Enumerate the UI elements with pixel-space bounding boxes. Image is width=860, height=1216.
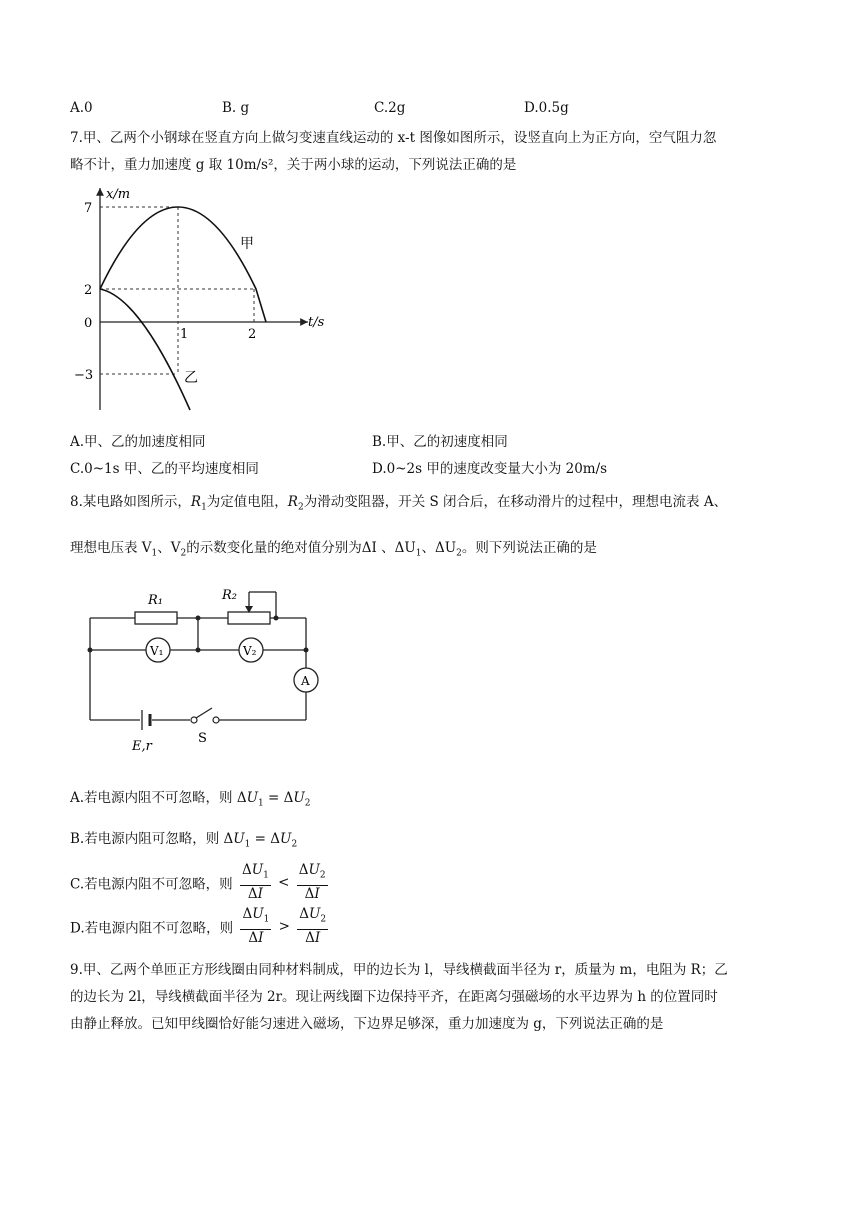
resistor-r2 [228,612,270,624]
q7-stem-line2: 略不计，重力加速度 g 取 10m/s²，关于两小球的运动，下列说法正确的是 [70,157,517,173]
q8-option-a: A.若电源内阻不可忽略，则 $\Delta U_1 = \Delta U_2$ [70,790,311,809]
label-source: E,r [132,739,152,754]
q9-line2: 的边长为 2l，导线横截面半径为 2r。现让两线圈下边保持平齐，在距离匀强磁场的水平边界为 h 的位置同时 [70,989,718,1005]
x-axis-label: t/s [308,315,325,330]
label-v2: V₂ [243,644,257,658]
q8-stem-line2: 理想电压表 $V_1$、$V_2$的示数变化量的绝对值分别为ΔI 、$\Delta U_1$、$\Delta U_2$。则下列说法正确的是 [70,540,597,559]
q6-option-a: A.0 [70,100,93,116]
q7-option-c: C.0~1s 甲、乙的平均速度相同 [70,461,259,477]
label-jia: 甲 [240,236,254,252]
y-tick-7: 7 [84,201,93,216]
q8-option-d: D.若电源内阻不可忽略，则 $\frac{\Delta U_1}{\Delta I}$ > $\frac{\Delta U_2}{\Delta I}$ [70,906,327,946]
curve-jia [100,207,266,322]
y-tick-neg3: −3 [74,368,94,383]
x-tick-2: 2 [248,327,257,342]
q7-option-b: B.甲、乙的初速度相同 [372,434,508,450]
q9-line3: 由静止释放。已知甲线圈恰好能匀速进入磁场，下边界足够深，重力加速度为 g，下列说法正确的是 [70,1016,664,1032]
curve-yi [100,289,190,410]
label-switch: S [198,731,207,746]
y-axis-label: x/m [106,187,131,202]
y-tick-2: 2 [84,283,93,298]
q8-circuit [80,580,320,755]
label-a: A [301,674,310,688]
label-r2: R₂ [222,588,237,603]
label-yi: 乙 [184,370,198,386]
resistor-r1 [135,612,177,624]
q8-stem-line1: 8.某电路如图所示，$R_1$为定值电阻，$R_2$为滑动变阻器，开关 S 闭合后，在移动滑片的过程中，理想电流表 A、 [70,494,728,513]
q6-option-c: C.2g [374,100,406,116]
q6-option-d: D.0.5g [524,100,569,116]
q7-option-a: A.甲、乙的加速度相同 [70,434,206,450]
q7-xt-graph [70,182,340,417]
label-r1: R₁ [148,593,163,608]
q7-stem-line1: 7.甲、乙两个小钢球在竖直方向上做匀变速直线运动的 x-t 图像如图所示，设竖直向上为正方向，空气阻力忽 [70,130,717,146]
q9-line1: 9.甲、乙两个单匝正方形线圈由同种材料制成，甲的边长为 l，导线横截面半径为 r，质量为 m，电阻为 R；乙 [70,962,728,978]
y-tick-0: 0 [84,316,93,331]
switch [196,708,212,718]
q7-option-d: D.0~2s 甲的速度改变量大小为 20m/s [372,461,608,477]
q8-option-b: B.若电源内阻可忽略，则 $\Delta U_1 = \Delta U_2$ [70,831,298,850]
label-v1: V₁ [150,644,164,658]
q8-option-c: C.若电源内阻不可忽略，则 $\frac{\Delta U_1}{\Delta I}$ < $\frac{\Delta U_2}{\Delta I}$ [70,862,326,902]
q6-option-b: B. g [222,100,250,116]
x-tick-1: 1 [180,327,189,342]
